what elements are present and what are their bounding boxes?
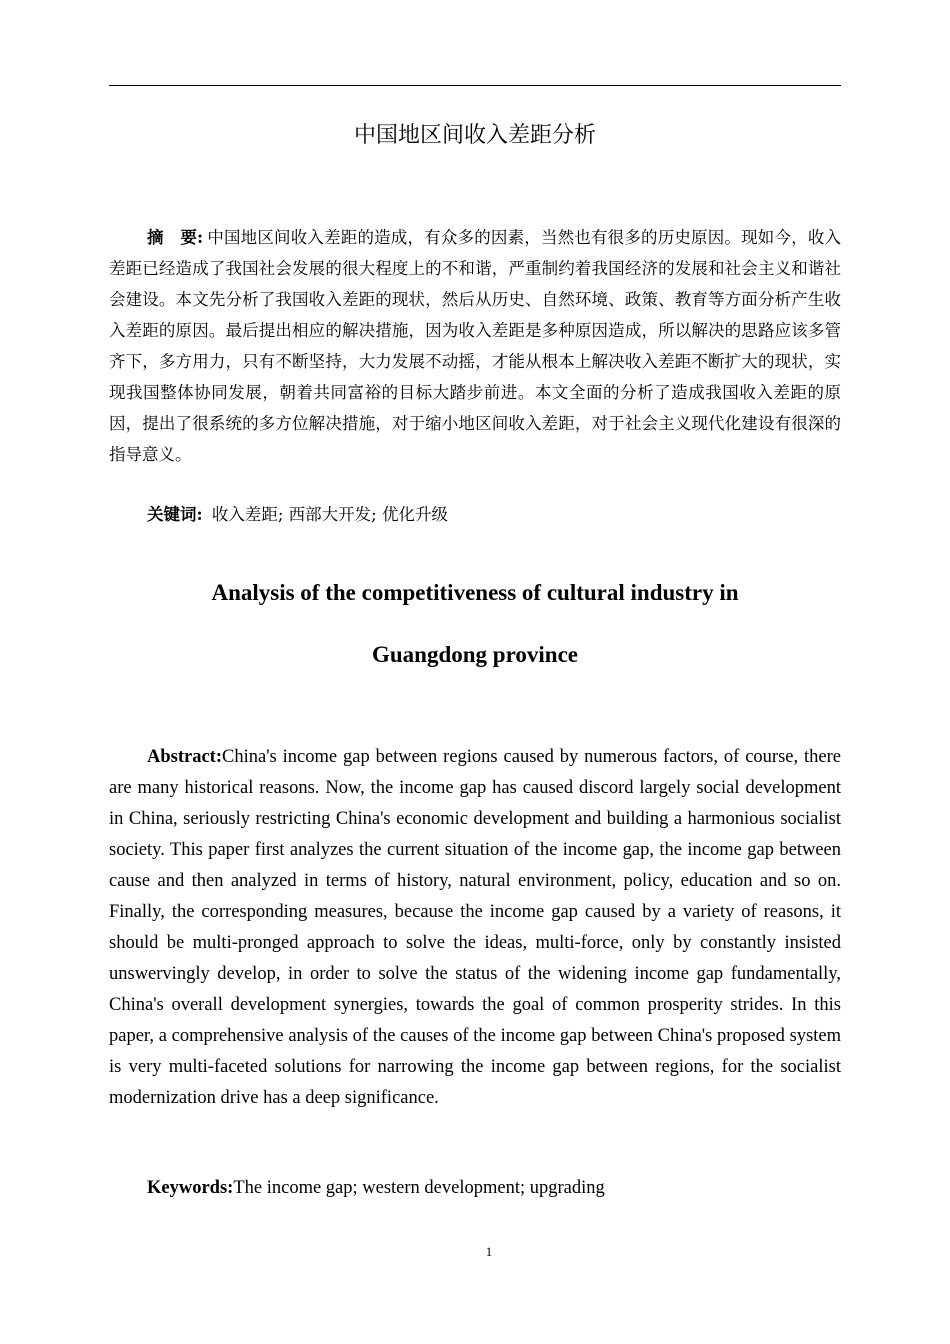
header-rule	[109, 85, 841, 86]
english-title	[109, 562, 841, 686]
chinese-keywords-label: 关键词:	[147, 505, 203, 524]
chinese-keywords	[147, 499, 841, 530]
english-keywords-label: Keywords:	[147, 1178, 234, 1198]
english-abstract-text: China's income gap between regions caused by numerous factors, of course, there are many historical reasons. Now, the income gap has caused discord largely social development in China, seriously restricting China's economic development and building a harmonious socialist society. This paper first analyzes the current situation of the income gap, the income gap between cause and then analyzed in terms of history, natural environment, policy, education and so on. Finally, the corresponding measures, because the income gap caused by a variety of reasons, it should be multi-pronged approach to solve the ideas, multi-force, only by constantly insisted unswervingly develop, in order to solve the status of the widening income gap fundamentally, China's overall development synergies, towards the goal of common prosperity strides. In this paper, a comprehensive analysis of the causes of the income gap between China's proposed system is very multi-faceted solutions for narrowing the income gap between regions, for the socialist modernization drive has a deep significance.	[109, 747, 841, 1108]
chinese-abstract	[109, 222, 841, 470]
english-abstract-label: Abstract:	[147, 747, 223, 767]
english-keywords	[147, 1173, 841, 1204]
english-title-line1: Analysis of the competitiveness of cultural industry in	[211, 580, 739, 605]
english-keywords-text: The income gap; western development; upgrading	[233, 1178, 605, 1198]
english-abstract	[109, 742, 841, 1114]
chinese-abstract-label: 摘 要:	[147, 228, 204, 247]
page-number: 1	[485, 1244, 493, 1259]
english-title-line2: Guangdong province	[372, 642, 578, 667]
chinese-title: 中国地区间收入差距分析	[353, 123, 596, 148]
chinese-abstract-text: 中国地区间收入差距的造成，有众多的因素，当然也有很多的历史原因。现如今，收入差距已经造成了我国社会发展的很大程度上的不和谐，严重制约着我国经济的发展和社会主义和谐社会建设。本文先分析了我国收入差距的现状，然后从历史、自然环境、政策、教育等方面分析产生收入差距的原因。最后提出相应的解决措施，因为收入差距是多种原因造成，所以解决的思路应该多管齐下，多方用力，只有不断坚持，大力发展不动摇，才能从根本上解决收入差距不断扩大的现状，实现我国整体协同发展，朝着共同富裕的目标大踏步前进。本文全面的分析了造成我国收入差距的原因，提出了很系统的多方位解决措施，对于缩小地区间收入差距，对于社会主义现代化建设有很深的指导意义。	[109, 228, 842, 464]
chinese-keywords-text: 收入差距; 西部大开发; 优化升级	[211, 505, 448, 524]
